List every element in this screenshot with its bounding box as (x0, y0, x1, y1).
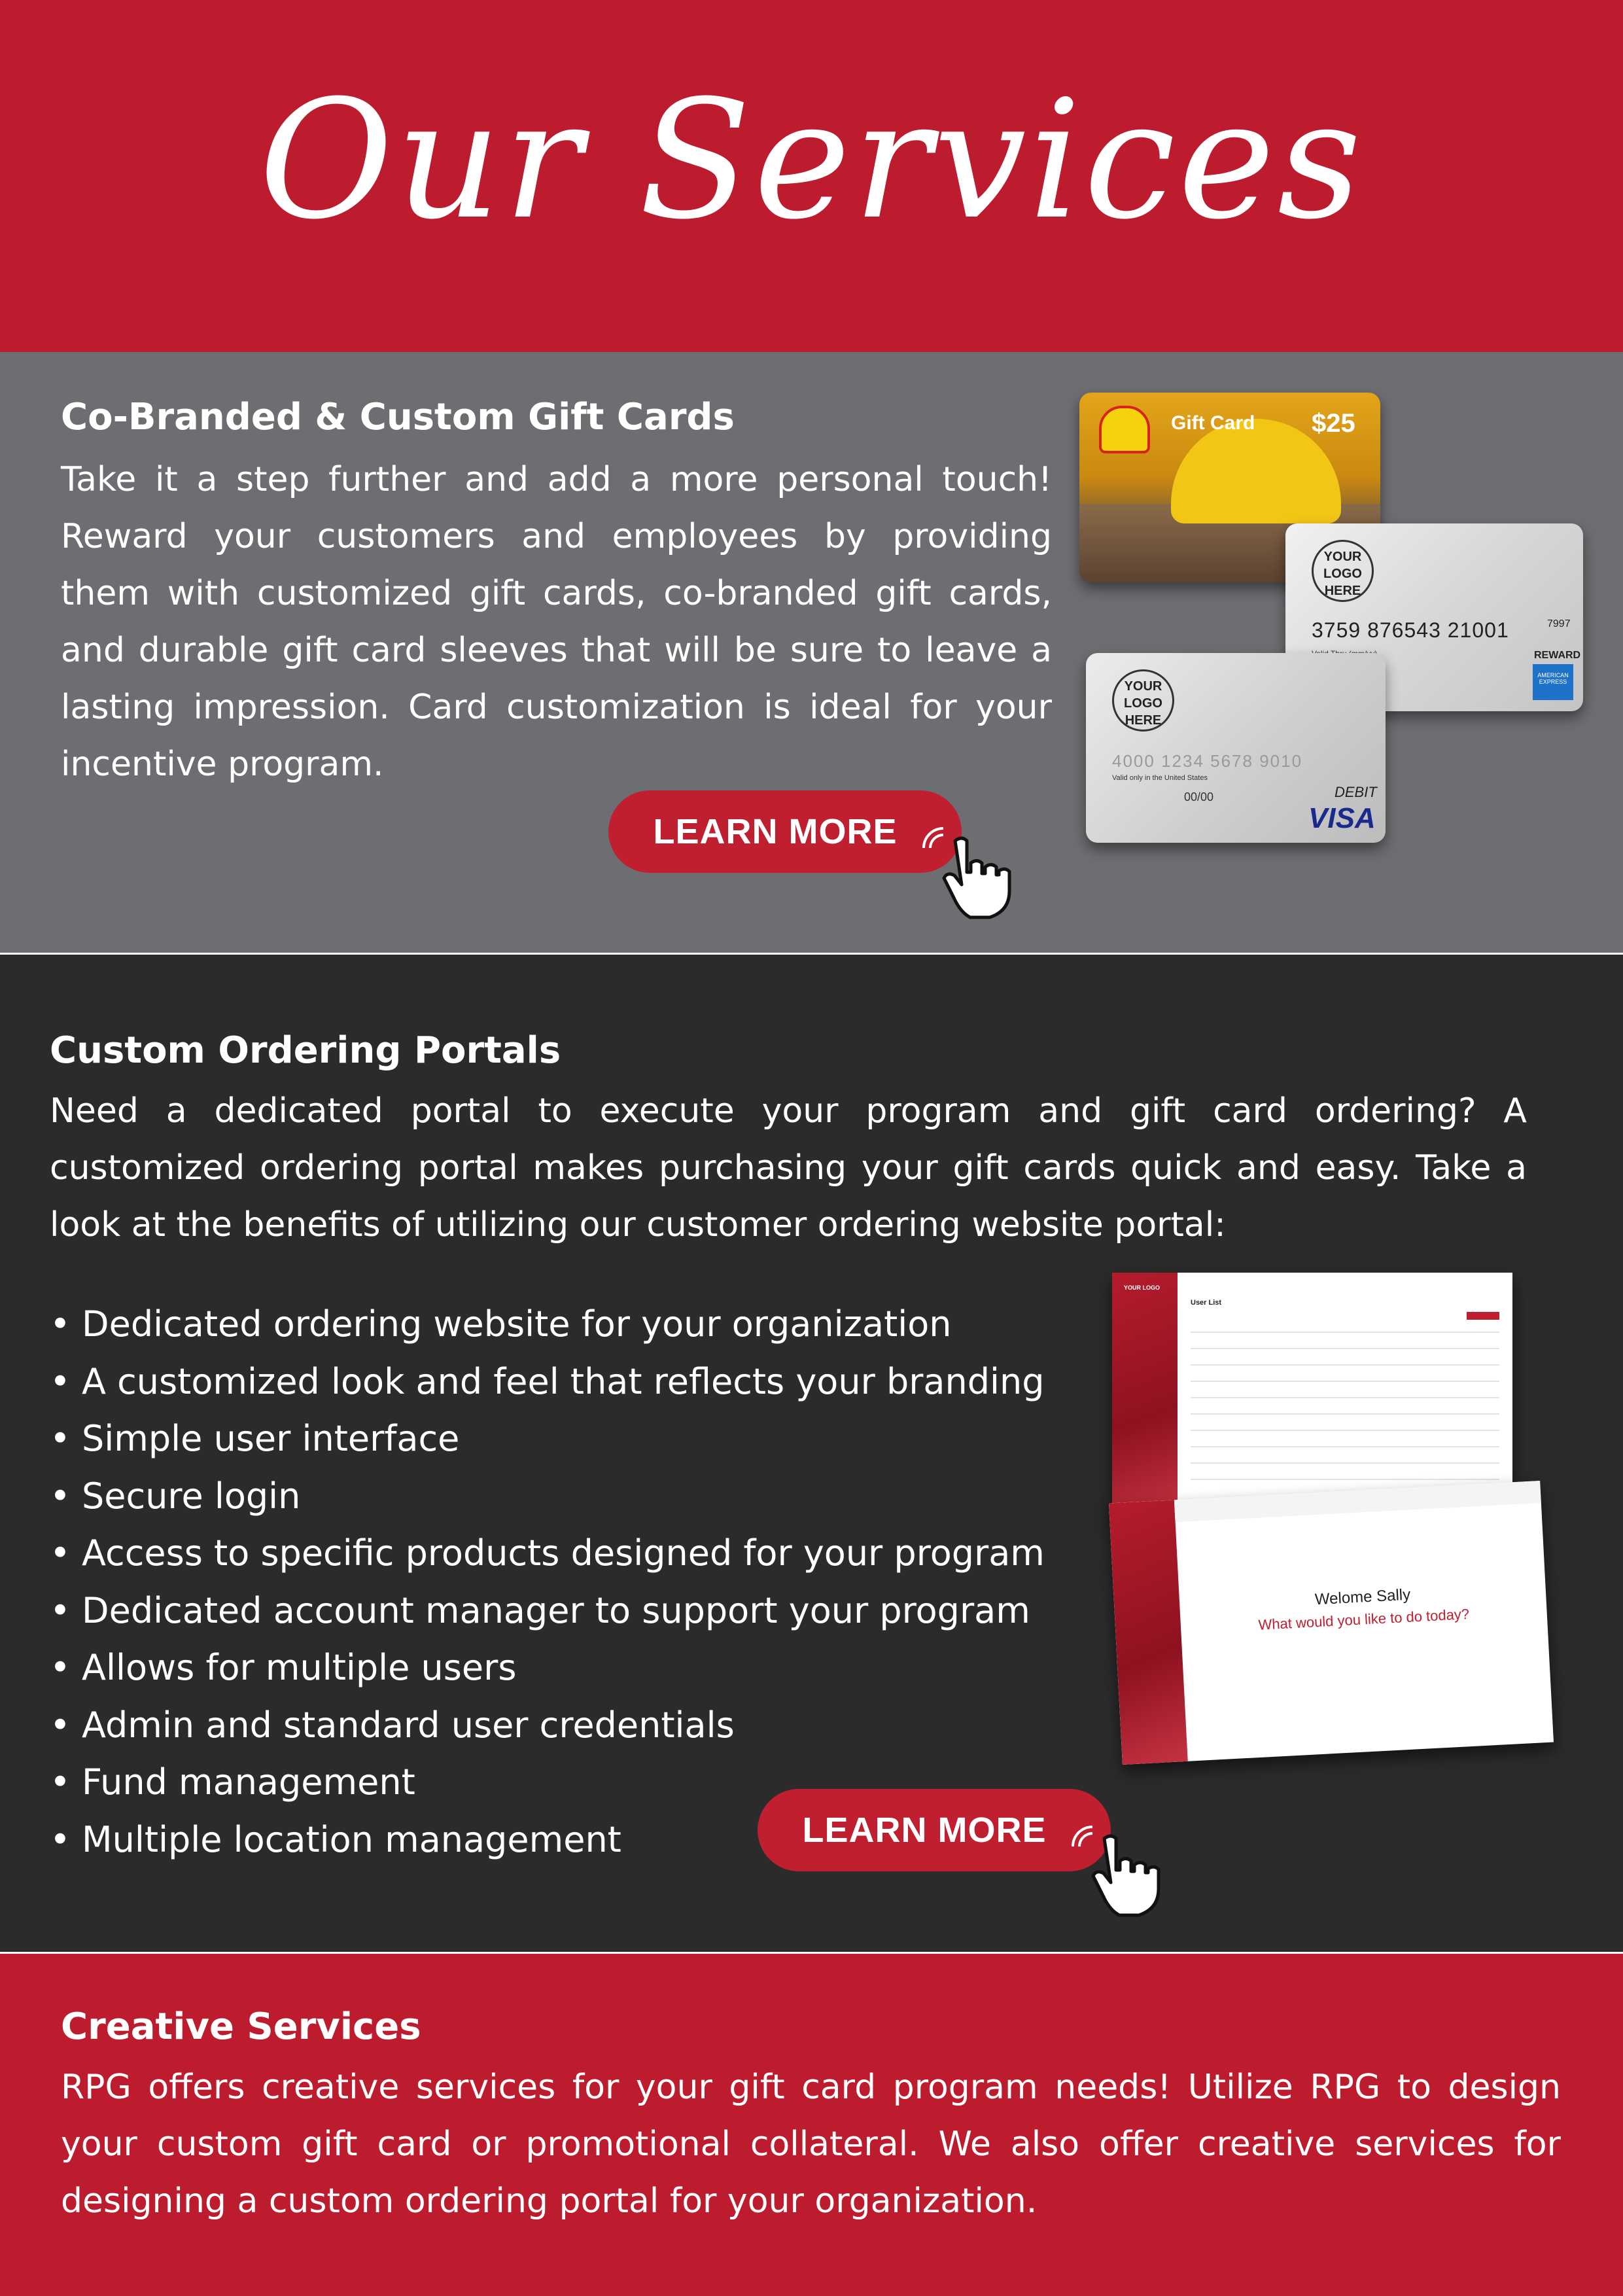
list-item: • Admin and standard user credentials (50, 1704, 735, 1746)
card-gift-label: Gift Card (1171, 412, 1255, 434)
gift-cards-description: Take it a step further and add a more personal touch! Reward your customers and employees by providing them with customized gift cards, co-branded gift cards, and durable gift card sleeves that will be sure to leave a lasting impression. Card customization is ideal for your incentive program. (61, 460, 1052, 784)
list-item: • Secure login (50, 1475, 301, 1517)
table-row (1191, 1397, 1499, 1398)
learn-more-label: LEARN MORE (802, 1810, 1047, 1850)
amex-logo-icon: AMERICAN EXPRESS (1533, 664, 1573, 700)
card-number: 3759 876543 21001 (1312, 618, 1509, 642)
card-valid-note: Valid only in the United States (1112, 774, 1208, 782)
card-valid-date: 00/00 (1184, 790, 1214, 804)
portal-description: Need a dedicated portal to execute your program and gift card ordering? A customized ordering portal makes purchasing your gift cards quick and easy. Take a look at the benefits of utilizing our customer ordering website portal: (50, 1091, 1527, 1245)
list-item: • Multiple location management (50, 1818, 621, 1860)
visa-debit-card-image (1086, 653, 1386, 843)
table-row (1191, 1413, 1499, 1415)
table-row (1191, 1381, 1499, 1382)
card-reward-label: REWARD (1534, 650, 1581, 661)
pointer-hand-icon (1085, 1832, 1163, 1917)
visa-logo: VISA (1308, 802, 1376, 834)
creative-description: RPG offers creative services for your gift card program needs! Utilize RPG to design your custom gift card or promotional collateral. We also offer creative services for designing a custom ordering portal for your organization. (61, 2068, 1561, 2221)
card-debit-label: DEBIT (1335, 784, 1377, 800)
table-row (1191, 1364, 1499, 1366)
list-item: • Access to specific products designed for your program (50, 1532, 1045, 1574)
list-item: • Allows for multiple users (50, 1647, 517, 1688)
table-row (1191, 1332, 1499, 1333)
table-row (1191, 1348, 1499, 1349)
portal-sidebar (1109, 1500, 1188, 1765)
table-row (1191, 1430, 1499, 1431)
header-banner (0, 0, 1623, 352)
welcome-screenshot (1109, 1481, 1554, 1765)
list-item: • Dedicated ordering website for your organization (50, 1303, 952, 1345)
portal-heading: Custom Ordering Portals (50, 1029, 561, 1072)
your-logo-placeholder: YOUR LOGO HERE (1112, 669, 1174, 732)
table-row (1191, 1479, 1499, 1480)
welcome-question: What would you like to do today? (1257, 1605, 1470, 1633)
table-row (1191, 1446, 1499, 1447)
learn-more-label: LEARN MORE (653, 812, 898, 851)
table-row (1191, 1462, 1499, 1464)
list-item: • Simple user interface (50, 1418, 460, 1459)
list-item: • Dedicated account manager to support your program (50, 1589, 1030, 1631)
add-user-button (1467, 1312, 1499, 1320)
gift-cards-heading: Co-Branded & Custom Gift Cards (61, 396, 735, 438)
portal-sidebar (1112, 1273, 1178, 1516)
user-list-title: User List (1191, 1299, 1222, 1307)
list-item: • Fund management (50, 1761, 415, 1803)
card-number: 4000 1234 5678 9010 (1112, 751, 1303, 771)
card-amount: $25 (1312, 409, 1355, 438)
page-title: Our Services (258, 65, 1365, 255)
portal-benefits-list (50, 1296, 1045, 1868)
welcome-text: Welome Sally (1314, 1585, 1411, 1609)
your-logo-placeholder: YOUR LOGO HERE (1312, 540, 1374, 602)
portal-logo: YOUR LOGO (1124, 1284, 1161, 1291)
user-list-screenshot (1112, 1273, 1512, 1516)
shell-logo-icon (1099, 406, 1150, 453)
portal-learn-more-button[interactable] (758, 1789, 1111, 1871)
card-short-code: 7997 (1547, 618, 1571, 629)
creative-heading: Creative Services (61, 2005, 421, 2048)
pointer-hand-icon (935, 834, 1014, 919)
gift-cards-learn-more-button[interactable] (608, 790, 962, 873)
list-item: • A customized look and feel that reflects your branding (50, 1360, 1045, 1402)
